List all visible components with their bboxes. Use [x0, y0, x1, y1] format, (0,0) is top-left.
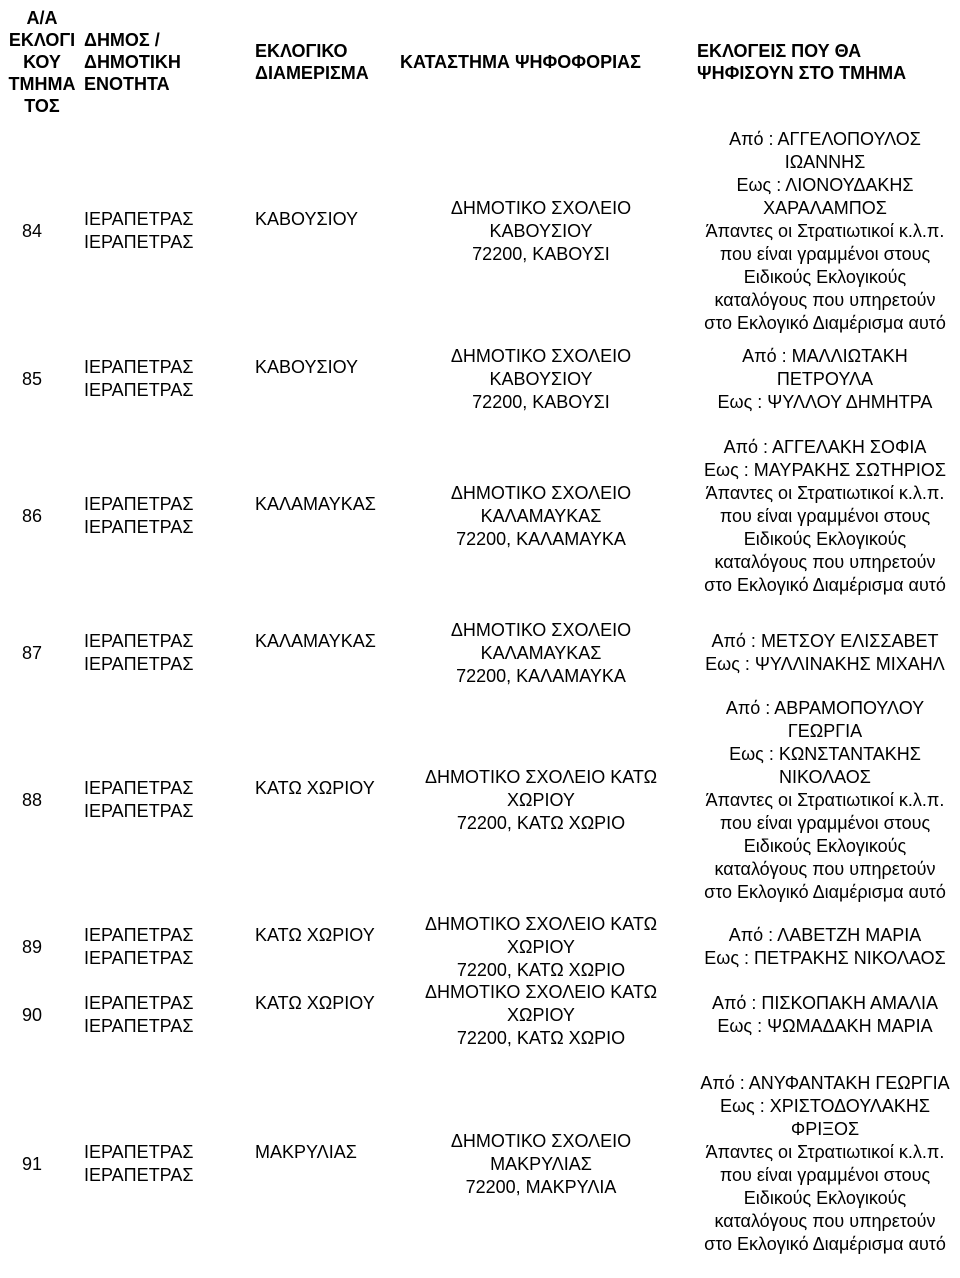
voters-value: Από : ΜΑΛΛΙΩΤΑΚΗ ΠΕΤΡΟΥΛΑ Εως : ΨΥΛΛΟΥ ΔΗΜΗΤΡΑ: [717, 345, 933, 412]
cell-municipality: [84, 980, 244, 1050]
district-value: ΚΑΤΩ ΧΩΡΙΟΥ: [255, 778, 375, 798]
cell-district: [255, 1066, 395, 1262]
header-cell-aa: [0, 0, 84, 124]
municipality-value: ΙΕΡΑΠΕΤΡΑΣ ΙΕΡΑΠΕΤΡΑΣ: [84, 1142, 194, 1185]
polling-station-value: ΔΗΜΟΤΙΚΟ ΣΧΟΛΕΙΟ ΚΑΒΟΥΣΙΟΥ 72200, ΚΑΒΟΥΣΙ: [450, 345, 632, 412]
table-row: [0, 418, 960, 614]
polling-station-value: ΔΗΜΟΤΙΚΟ ΣΧΟΛΕΙΟ ΚΑΤΩ ΧΩΡΙΟΥ 72200, ΚΑΤΩ ΧΩΡΙΟ: [424, 913, 658, 980]
cell-voters: [690, 694, 960, 906]
cell-district: [255, 980, 395, 1050]
table-row: [0, 614, 960, 692]
polling-station-value: ΔΗΜΟΤΙΚΟ ΣΧΟΛΕΙΟ ΚΑΛΑΜΑΥΚΑΣ 72200, ΚΑΛΑΜΑΥΚΑ: [450, 482, 632, 549]
cell-district: [255, 418, 395, 614]
district-value: ΚΑΒΟΥΣΙΟΥ: [255, 209, 358, 229]
cell-aa: [0, 340, 64, 418]
cell-polling-station: [400, 340, 682, 418]
district-value: ΚΑΒΟΥΣΙΟΥ: [255, 357, 358, 377]
aa-value: 85: [21, 368, 43, 389]
cell-polling-station: [400, 124, 682, 338]
cell-aa: [0, 694, 64, 906]
voters-value: Από : ΛΑΒΕΤΖΗ ΜΑΡΙΑ Εως : ΠΕΤΡΑΚΗΣ ΝΙΚΟΛΑΟΣ: [704, 925, 946, 968]
district-value: ΚΑΛΑΜΑΥΚΑΣ: [255, 494, 376, 514]
header-municipality-label: ΔΗΜΟΣ / ΔΗΜΟΤΙΚΗ ΕΝΟΤΗΤΑ: [84, 30, 181, 94]
polling-station-value: ΔΗΜΟΤΙΚΟ ΣΧΟΛΕΙΟ ΜΑΚΡΥΛΙΑΣ 72200, ΜΑΚΡΥΛΙΑ: [450, 1130, 632, 1197]
voters-value: Από : ΠΙΣΚΟΠΑΚΗ ΑΜΑΛΙΑ Εως : ΨΩΜΑΔΑΚΗ ΜΑΡΙΑ: [711, 993, 939, 1036]
table-header: [0, 0, 960, 124]
table-row: [0, 1066, 960, 1262]
municipality-value: ΙΕΡΑΠΕΤΡΑΣ ΙΕΡΑΠΕΤΡΑΣ: [84, 494, 194, 537]
header-district-label: ΕΚΛΟΓΙΚΟ ΔΙΑΜΕΡΙΣΜΑ: [255, 41, 369, 83]
cell-voters: [690, 418, 960, 614]
cell-municipality: [84, 124, 244, 338]
cell-polling-station: [400, 418, 682, 614]
cell-voters: [690, 340, 960, 418]
table-row: [0, 912, 960, 982]
cell-municipality: [84, 694, 244, 906]
table-row: [0, 124, 960, 338]
cell-voters: [690, 614, 960, 692]
district-value: ΚΑΤΩ ΧΩΡΙΟΥ: [255, 993, 375, 1013]
cell-voters: [690, 1066, 960, 1262]
municipality-value: ΙΕΡΑΠΕΤΡΑΣ ΙΕΡΑΠΕΤΡΑΣ: [84, 209, 194, 252]
table-row: [0, 980, 960, 1050]
polling-station-value: ΔΗΜΟΤΙΚΟ ΣΧΟΛΕΙΟ ΚΑΒΟΥΣΙΟΥ 72200, ΚΑΒΟΥΣΙ: [450, 197, 632, 264]
polling-station-value: ΔΗΜΟΤΙΚΟ ΣΧΟΛΕΙΟ ΚΑΛΑΜΑΥΚΑΣ 72200, ΚΑΛΑΜΑΥΚΑ: [450, 619, 632, 686]
voters-value: Από : ΑΒΡΑΜΟΠΟΥΛΟΥ ΓΕΩΡΓΙΑ Εως : ΚΩΝΣΤΑΝΤΑΚΗΣ ΝΙΚΟΛΑΟΣ Άπαντες οι Στρατιωτικοί κ.λ.π. που είναι γραμμένοι στους Ειδικούς Εκλογικούς καταλόγους που υπηρετούν στο Εκλογικό Διαμέρισμα αυτό: [704, 697, 946, 902]
cell-polling-station: [400, 694, 682, 906]
municipality-value: ΙΕΡΑΠΕΤΡΑΣ ΙΕΡΑΠΕΤΡΑΣ: [84, 631, 194, 674]
municipality-value: ΙΕΡΑΠΕΤΡΑΣ ΙΕΡΑΠΕΤΡΑΣ: [84, 778, 194, 821]
cell-voters: [690, 124, 960, 338]
cell-aa: [0, 912, 64, 982]
district-value: ΚΑΤΩ ΧΩΡΙΟΥ: [255, 925, 375, 945]
aa-value: 87: [21, 642, 43, 663]
cell-polling-station: [400, 912, 682, 982]
header-aa-label: Α/Α ΕΚΛΟΓΙ ΚΟΥ ΤΜΗΜΑ ΤΟΣ: [8, 8, 76, 116]
cell-aa: [0, 1066, 64, 1262]
cell-aa: [0, 418, 64, 614]
header-voters-label: ΕΚΛΟΓΕΙΣ ΠΟΥ ΘΑ ΨΗΦΙΣΟΥΝ ΣΤΟ ΤΜΗΜΑ: [697, 41, 907, 83]
header-cell-district: [255, 0, 395, 124]
cell-polling-station: [400, 980, 682, 1050]
cell-municipality: [84, 340, 244, 418]
voters-value: Από : ΜΕΤΣΟΥ ΕΛΙΣΣΑΒΕΤ Εως : ΨΥΛΛΙΝΑΚΗΣ ΜΙΧΑΗΛ: [705, 631, 945, 674]
header-cell-polling-station: [400, 0, 685, 124]
district-value: ΜΑΚΡΥΛΙΑΣ: [255, 1142, 357, 1162]
aa-value: 89: [21, 936, 43, 957]
municipality-value: ΙΕΡΑΠΕΤΡΑΣ ΙΕΡΑΠΕΤΡΑΣ: [84, 925, 194, 968]
cell-aa: [0, 614, 64, 692]
municipality-value: ΙΕΡΑΠΕΤΡΑΣ ΙΕΡΑΠΕΤΡΑΣ: [84, 993, 194, 1036]
aa-value: 84: [21, 220, 43, 241]
cell-district: [255, 614, 395, 692]
table-row: [0, 694, 960, 906]
cell-district: [255, 694, 395, 906]
cell-district: [255, 912, 395, 982]
voters-value: Από : ΑΓΓΕΛΑΚΗ ΣΟΦΙΑ Εως : ΜΑΥΡΑΚΗΣ ΣΩΤΗΡΙΟΣ Άπαντες οι Στρατιωτικοί κ.λ.π. που είναι γραμμένοι στους Ειδικούς Εκλογικούς καταλόγους που υπηρετούν στο Εκλογικό Διαμέρισμα αυτό: [704, 436, 946, 595]
polling-station-value: ΔΗΜΟΤΙΚΟ ΣΧΟΛΕΙΟ ΚΑΤΩ ΧΩΡΙΟΥ 72200, ΚΑΤΩ ΧΩΡΙΟ: [424, 766, 658, 833]
cell-aa: [0, 124, 64, 338]
table-row: [0, 340, 960, 418]
voters-value: Από : ΑΓΓΕΛΟΠΟΥΛΟΣ ΙΩΑΝΝΗΣ Εως : ΛΙΟΝΟΥΔΑΚΗΣ ΧΑΡΑΛΑΜΠΟΣ Άπαντες οι Στρατιωτικοί κ.λ.π. που είναι γραμμένοι στους Ειδικούς Εκλογικούς καταλόγους που υπηρετούν στο Εκλογικό Διαμέρισμα αυτό: [704, 128, 946, 333]
cell-municipality: [84, 614, 244, 692]
polling-station-value: ΔΗΜΟΤΙΚΟ ΣΧΟΛΕΙΟ ΚΑΤΩ ΧΩΡΙΟΥ 72200, ΚΑΤΩ ΧΩΡΙΟ: [424, 981, 658, 1048]
voters-value: Από : ΑΝΥΦΑΝΤΑΚΗ ΓΕΩΡΓΙΑ Εως : ΧΡΙΣΤΟΔΟΥΛΑΚΗΣ ΦΡΙΞΟΣ Άπαντες οι Στρατιωτικοί κ.λ.π. που είναι γραμμένοι στους Ειδικούς Εκλογικούς καταλόγους που υπηρετούν στο Εκλογικό Διαμέρισμα αυτό: [700, 1073, 950, 1254]
header-cell-municipality: [84, 0, 244, 124]
municipality-value: ΙΕΡΑΠΕΤΡΑΣ ΙΕΡΑΠΕΤΡΑΣ: [84, 357, 194, 400]
aa-value: 90: [21, 1004, 43, 1025]
cell-district: [255, 340, 395, 418]
aa-value: 88: [21, 789, 43, 810]
aa-value: 86: [21, 505, 43, 526]
cell-municipality: [84, 418, 244, 614]
cell-municipality: [84, 1066, 244, 1262]
aa-value: 91: [21, 1153, 43, 1174]
cell-municipality: [84, 912, 244, 982]
cell-voters: [690, 980, 960, 1050]
cell-polling-station: [400, 614, 682, 692]
cell-polling-station: [400, 1066, 682, 1262]
cell-voters: [690, 912, 960, 982]
district-value: ΚΑΛΑΜΑΥΚΑΣ: [255, 631, 376, 651]
header-polling-station-label: ΚΑΤΑΣΤΗΜΑ ΨΗΦΟΦΟΡΙΑΣ: [400, 52, 641, 72]
header-cell-voters: [697, 0, 960, 124]
cell-aa: [0, 980, 64, 1050]
cell-district: [255, 124, 395, 338]
